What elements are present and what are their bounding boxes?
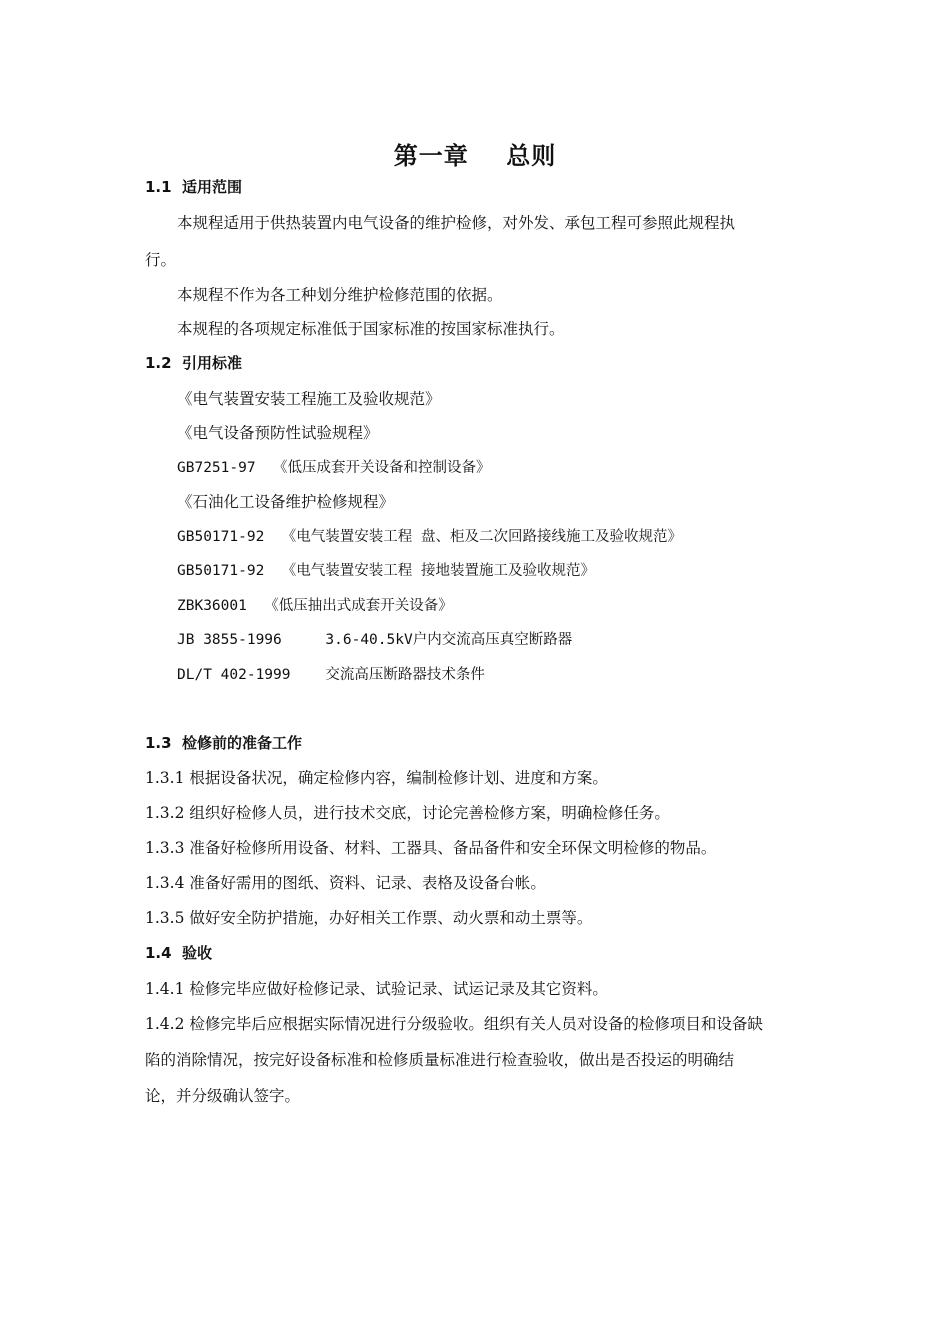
clause-item: 1.3.4 准备好需用的图纸、资料、记录、表格及设备台帐。 (145, 874, 546, 892)
reference-item: 《电气装置安装工程施工及验收规范》 (177, 390, 441, 408)
section-heading-1-4: 1.4 验收 (145, 944, 213, 962)
reference-item: GB50171-92 《电气装置安装工程 接地装置施工及验收规范》 (177, 563, 595, 579)
reference-item: ZBK36001 《低压抽出式成套开关设备》 (177, 598, 453, 614)
clause-item: 1.3.2 组织好检修人员，进行技术交底，讨论完善检修方案，明确检修任务。 (145, 804, 670, 822)
clause-item: 1.3.3 准备好检修所用设备、材料、工器具、备品备件和安全环保文明检修的物品。 (145, 839, 717, 857)
section-heading-1-2: 1.2 引用标准 (145, 354, 243, 372)
paragraph-scope-line-1: 本规程适用于供热装置内电气设备的维护检修，对外发、承包工程可参照此规程执 (177, 214, 736, 232)
clause-item: 1.3.5 做好安全防护措施，办好相关工作票、动火票和动土票等。 (145, 909, 593, 927)
paragraph-scope-2: 本规程不作为各工种划分维护检修范围的依据。 (177, 286, 503, 304)
reference-item: DL/T 402-1999 交流高压断路器技术条件 (177, 667, 485, 683)
clause-item: 1.3.1 根据设备状况，确定检修内容，编制检修计划、进度和方案。 (145, 769, 608, 787)
clause-item-line-1: 1.4.2 检修完毕后应根据实际情况进行分级验收。组织有关人员对设备的检修项目和设备缺 (145, 1015, 763, 1033)
paragraph-scope-line-2: 行。 (145, 251, 177, 269)
clause-item-line-2: 陷的消除情况，按完好设备标准和检修质量标准进行检查验收，做出是否投运的明确结 (145, 1051, 735, 1069)
reference-item: GB7251-97 《低压成套开关设备和控制设备》 (177, 460, 491, 476)
section-heading-1-1: 1.1 适用范围 (145, 178, 243, 196)
clause-item: 1.4.1 检修完毕应做好检修记录、试验记录、试运记录及其它资料。 (145, 980, 608, 998)
reference-item: GB50171-92 《电气装置安装工程 盘、柜及二次回路接线施工及验收规范》 (177, 529, 682, 545)
clause-item-line-3: 论，并分级确认签字。 (145, 1087, 301, 1105)
section-heading-1-3: 1.3 检修前的准备工作 (145, 734, 303, 752)
reference-item: 《石油化工设备维护检修规程》 (177, 493, 395, 511)
reference-item: JB 3855-1996 3.6-40.5kV户内交流高压真空断路器 (177, 632, 573, 648)
reference-item: 《电气设备预防性试验规程》 (177, 424, 379, 442)
chapter-title: 第一章 总则 (393, 142, 557, 170)
paragraph-scope-3: 本规程的各项规定标准低于国家标准的按国家标准执行。 (177, 320, 565, 338)
